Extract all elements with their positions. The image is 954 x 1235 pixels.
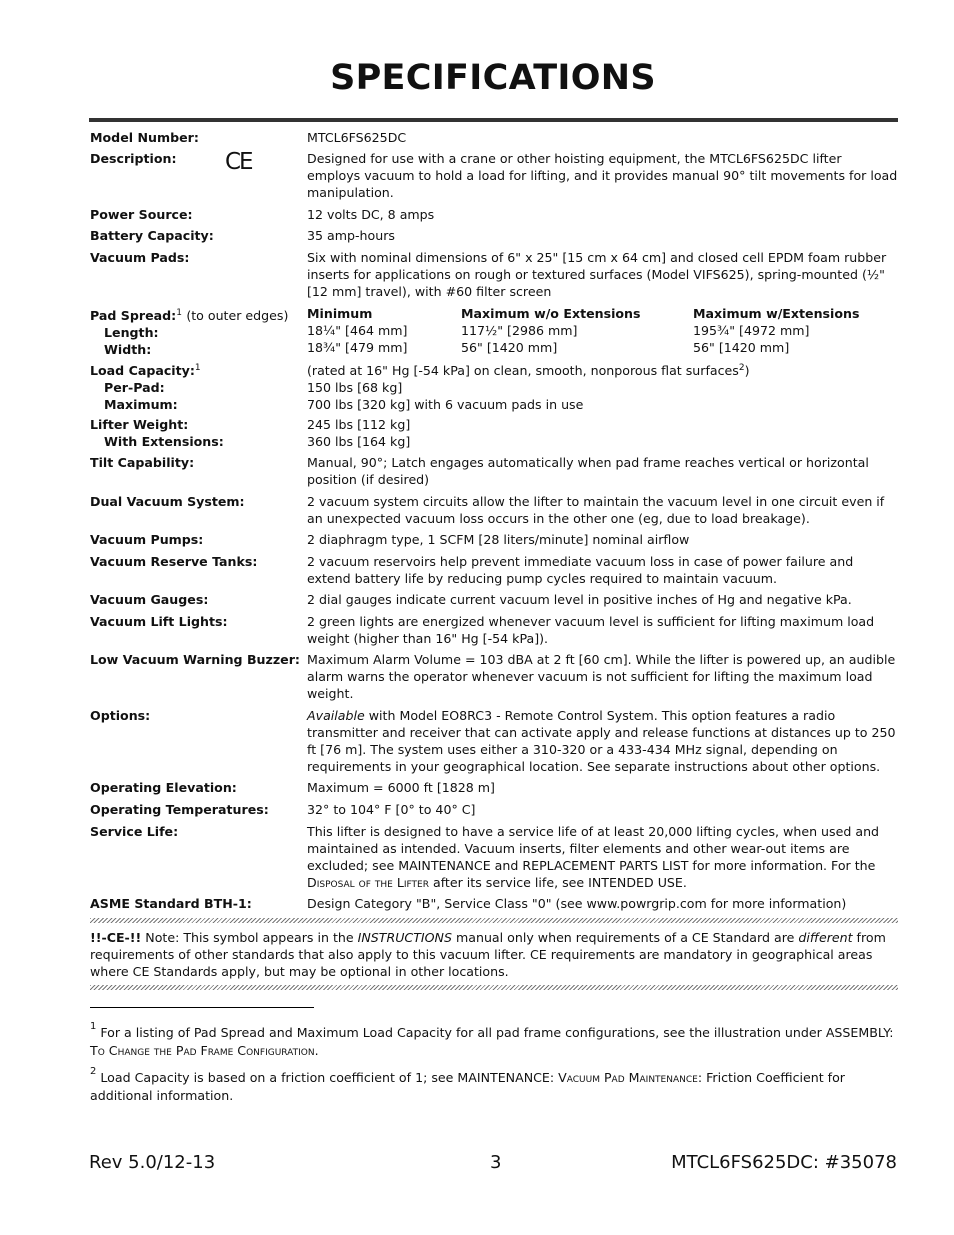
spec-label-note: (to outer edges) xyxy=(186,308,289,324)
footnote-ref: 2 xyxy=(738,363,745,373)
spec-label: Battery Capacity: xyxy=(90,228,214,243)
title-rule xyxy=(89,118,898,122)
spec-row-operating-temperatures xyxy=(90,801,898,823)
spec-row-service-life xyxy=(90,823,898,895)
ce-note xyxy=(90,929,898,980)
spec-value: 245 lbs [112 kg] xyxy=(307,417,411,432)
ce-mark-icon: CE xyxy=(225,149,252,175)
spec-sublabel: Maximum: xyxy=(104,397,178,413)
footnote-text: For a listing of Pad Spread and Maximum Load Capacity for all pad frame configurations, see the illustration under ASSEMBLY: xyxy=(96,1025,894,1040)
spec-row-load-capacity xyxy=(90,360,898,416)
spec-value: 35 amp-hours xyxy=(307,228,395,243)
spec-row-description xyxy=(90,150,898,206)
spec-label: Low Vacuum Warning Buzzer: xyxy=(90,652,300,667)
ce-note-text: Note: This symbol appears in the xyxy=(141,930,358,945)
spec-label: Vacuum Reserve Tanks: xyxy=(90,554,258,569)
column-header: Maximum w/o Extensions xyxy=(461,306,641,321)
spec-value: 2 vacuum reservoirs help prevent immediate vacuum loss in case of power failure and extend battery life by reducing pump cycles required to maintain vacuum. xyxy=(307,554,854,586)
footer-page-number: 3 xyxy=(490,1152,502,1173)
spec-label: ASME Standard BTH-1: xyxy=(90,896,252,911)
footnote-1 xyxy=(90,1021,898,1060)
spec-row-lifter-weight xyxy=(90,416,898,454)
spec-value: with Model EO8RC3 - Remote Control System. This option features a radio transmitter and receiver that can activate apply and release functions at distances up to 250 ft [76 m]. The system uses either a 310-320 or a 433-434 MHz signal, depending on requirements in your geographical location. See separate instructions about other options. xyxy=(307,708,896,774)
spec-value: 12 volts DC, 8 amps xyxy=(307,207,435,222)
hatch-divider-bottom xyxy=(90,985,898,990)
spec-row-model-number xyxy=(90,129,898,150)
ce-note-text: manual only when requirements of a CE Standard are xyxy=(451,930,799,945)
spec-value: 32° to 104° F [0° to 40° C] xyxy=(307,802,476,817)
footnote-number: 1 xyxy=(90,1021,97,1032)
ce-note-text: from requirements of other standards that also apply to this vacuum lifter. CE requirements are mandatory in geographical areas where CE Standards apply, but may be optional in other locations. xyxy=(90,930,886,979)
spec-sublabel: With Extensions: xyxy=(104,434,224,449)
spec-label: Service Life: xyxy=(90,824,179,839)
footer-revision: Rev 5.0/12-13 xyxy=(89,1152,216,1173)
spec-sublabel: Width: xyxy=(104,342,152,358)
spec-value: after its service life, see INTENDED USE. xyxy=(428,875,687,890)
spec-value: Design Category "B", Service Class "0" (see www.powrgrip.com for more information) xyxy=(307,896,847,911)
footnote-text: : Friction Coefficient for additional information. xyxy=(90,1070,845,1103)
spec-label: Dual Vacuum System: xyxy=(90,494,245,509)
spec-value: ) xyxy=(744,363,750,379)
spec-row-battery-capacity xyxy=(90,227,898,249)
spec-value: Manual, 90°; Latch engages automatically when pad frame reaches vertical or horizontal position (if desired) xyxy=(307,455,869,487)
spec-value: 2 dial gauges indicate current vacuum level in positive inches of Hg and negative kPa. xyxy=(307,592,852,607)
footnote-text: Load Capacity is based on a friction coefficient of 1; see MAINTENANCE: xyxy=(96,1070,559,1085)
spec-row-lift-lights xyxy=(90,613,898,651)
spec-label: Tilt Capability: xyxy=(90,455,195,470)
footnote-2 xyxy=(90,1066,898,1105)
spec-label: Vacuum Pads: xyxy=(90,250,190,265)
spec-value: Six with nominal dimensions of 6" x 25" [15 cm x 64 cm] and closed cell EPDM foam rubber inserts for applications on rough or textured surfaces (Model VIFS625), spring-mounted (½" [12 mm] travel), with #60 filter screen xyxy=(307,250,887,299)
spec-value: MTCL6FS625DC xyxy=(307,130,407,145)
spec-value: Maximum = 6000 ft [1828 m] xyxy=(307,780,495,795)
specifications-table xyxy=(90,129,898,915)
spec-value: 150 lbs [68 kg] xyxy=(307,380,403,396)
spec-value-emphasis: Available xyxy=(307,708,365,723)
spec-value: Maximum Alarm Volume = 103 dBA at 2 ft [60 cm]. While the lifter is powered up, an audible alarm warns the operator whenever vacuum is not sufficient for lifting the maximum load weight. xyxy=(307,652,896,701)
spec-cell: 18¼" [464 mm] xyxy=(307,323,408,338)
spec-label: Description: xyxy=(90,151,177,166)
spec-cell: 195¾" [4972 mm] xyxy=(693,323,810,338)
footer-document-id: MTCL6FS625DC: #35078 xyxy=(671,1152,897,1173)
spec-sublabel: Length: xyxy=(104,325,159,341)
column-header: Minimum xyxy=(307,306,373,321)
spec-label: Options: xyxy=(90,708,151,723)
spec-value: 2 diaphragm type, 1 SCFM [28 liters/minute] nominal airflow xyxy=(307,532,690,547)
spec-label: Vacuum Gauges: xyxy=(90,592,209,607)
ce-note-emphasis: INSTRUCTIONS xyxy=(357,930,452,945)
spec-row-reserve-tanks xyxy=(90,553,898,591)
spec-label: Power Source: xyxy=(90,207,193,222)
spec-value: (rated at 16" Hg [-54 kPa] on clean, smooth, nonporous flat surfaces xyxy=(307,363,739,379)
ce-note-emphasis: different xyxy=(798,930,853,945)
spec-value: 2 green lights are energized whenever vacuum level is sufficient for lifting maximum load weight (higher than 16" Hg [-54 kPa]). xyxy=(307,614,875,646)
spec-label: Operating Temperatures: xyxy=(90,802,269,817)
spec-row-pad-spread xyxy=(90,305,898,360)
footnote-ref: 1 xyxy=(176,308,182,318)
column-header: Maximum w/Extensions xyxy=(693,306,860,321)
spec-label: Model Number: xyxy=(90,130,199,145)
spec-row-operating-elevation xyxy=(90,779,898,801)
spec-cell: 18¾" [479 mm] xyxy=(307,340,408,355)
page-title: SPECIFICATIONS xyxy=(330,58,656,98)
footnote-reference: To Change the Pad Frame Configuration xyxy=(90,1043,315,1058)
spec-label: Vacuum Pumps: xyxy=(90,532,204,547)
spec-cell: 56" [1420 mm] xyxy=(461,340,558,355)
spec-row-asme xyxy=(90,895,898,915)
spec-row-power-source xyxy=(90,206,898,227)
footnote-rule xyxy=(90,1007,314,1008)
spec-row-options xyxy=(90,707,898,779)
spec-row-tilt-capability xyxy=(90,454,898,493)
hatch-divider-top xyxy=(90,918,898,923)
footnote-text: . xyxy=(314,1043,319,1058)
footnote-ref: 1 xyxy=(194,363,201,373)
spec-value: This lifter is designed to have a service life of at least 20,000 lifting cycles, when used and maintained as intended. Vacuum inserts, filter elements and other wear-out items are excluded; see MAINTENANCE and REPLACEMENT PARTS LIST for more information. For the xyxy=(307,824,880,873)
spec-label: Vacuum Lift Lights: xyxy=(90,614,228,629)
spec-row-dual-vacuum xyxy=(90,493,898,531)
spec-value: Designed for use with a crane or other hoisting equipment, the MTCL6FS625DC lifter employs vacuum to hold a load for lifting, and it provides manual 90° tilt movements for load manipulation. xyxy=(307,151,898,200)
footnote-reference: Vacuum Pad Maintenance xyxy=(558,1070,698,1085)
spec-value: 360 lbs [164 kg] xyxy=(307,434,411,449)
spec-row-warning-buzzer xyxy=(90,651,898,707)
spec-cell: 56" [1420 mm] xyxy=(693,340,790,355)
spec-value-reference: Disposal of the Lifter xyxy=(307,875,429,890)
spec-row-vacuum-pads xyxy=(90,249,898,305)
spec-row-vacuum-pumps xyxy=(90,531,898,553)
spec-sublabel: Per-Pad: xyxy=(104,380,165,396)
spec-row-vacuum-gauges xyxy=(90,591,898,613)
spec-label: Operating Elevation: xyxy=(90,780,237,795)
ce-note-tag: !!-CE-!! xyxy=(90,930,142,945)
spec-label: Pad Spread: xyxy=(90,308,177,324)
spec-label: Load Capacity: xyxy=(90,363,195,379)
spec-cell: 117½" [2986 mm] xyxy=(461,323,578,338)
spec-value: 700 lbs [320 kg] with 6 vacuum pads in use xyxy=(307,397,584,413)
spec-label: Lifter Weight: xyxy=(90,417,189,432)
spec-value: 2 vacuum system circuits allow the lifter to maintain the vacuum level in one circuit even if an unexpected vacuum loss occurs in the other one (eg, due to load breakage). xyxy=(307,494,885,526)
footnote-number: 2 xyxy=(90,1066,97,1077)
